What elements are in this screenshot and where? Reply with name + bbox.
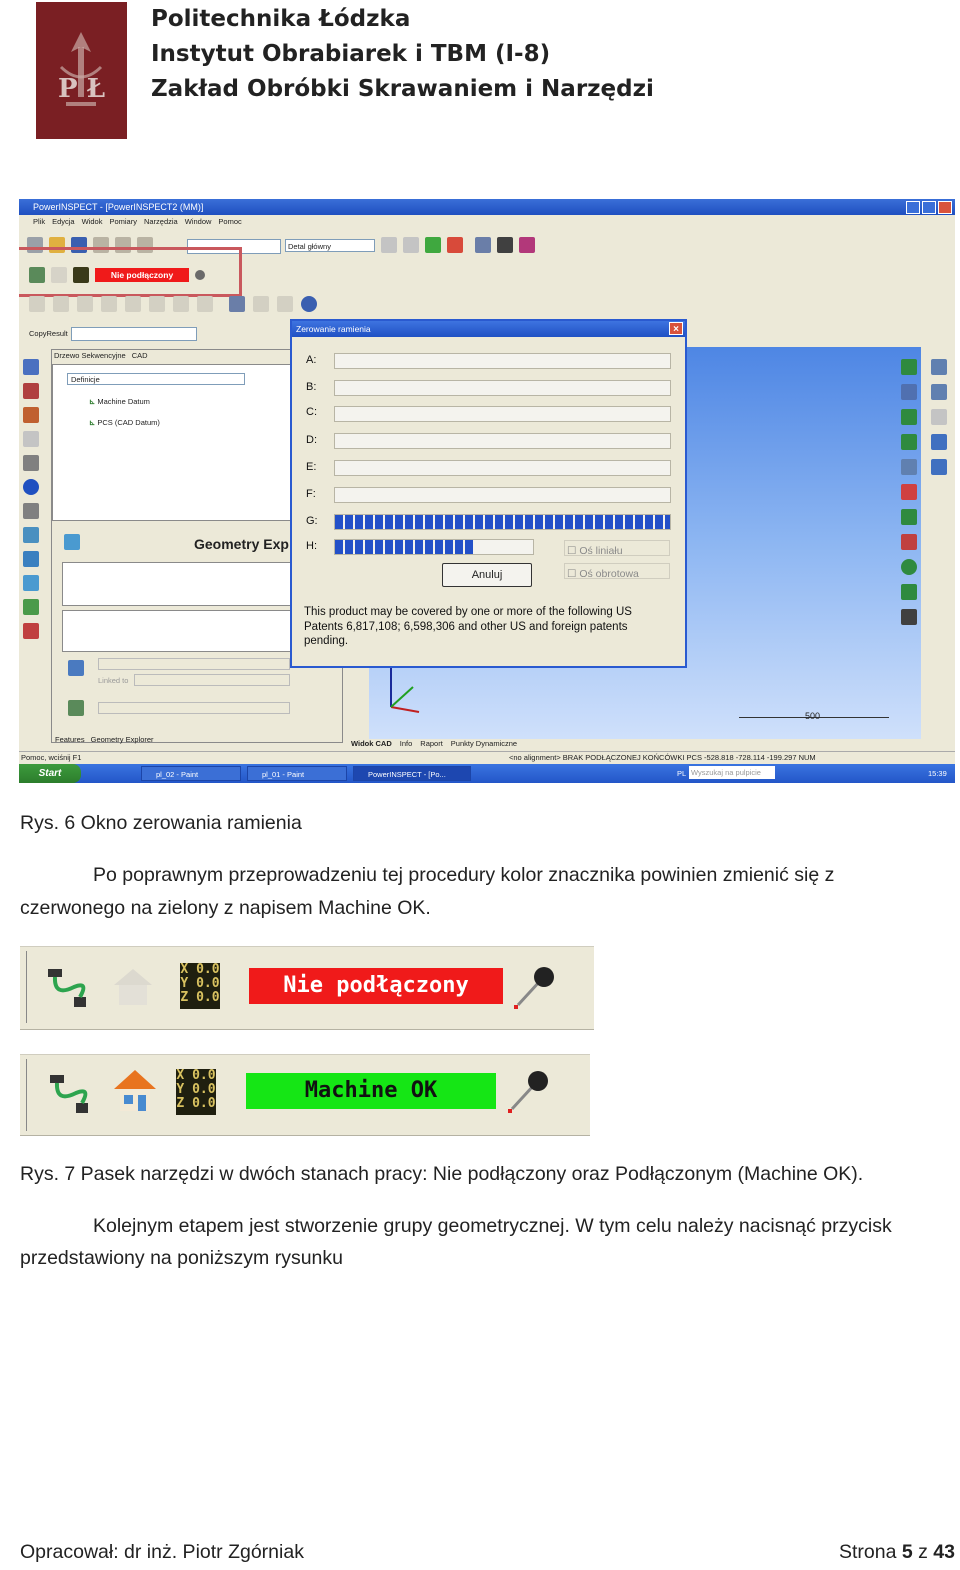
zoom-icon[interactable] [901,384,917,400]
definitions-select[interactable]: Definicje [67,373,245,385]
zeroing-dialog [290,319,687,668]
scale-label: 500 [805,711,821,721]
tab-dynamic-points[interactable]: Punkty Dynamiczne [450,739,518,748]
target-icon[interactable] [301,296,317,312]
field-g-label: G: [306,515,318,527]
probe-cable-icon[interactable] [44,967,96,1009]
connection-status-button[interactable]: Nie podłączony [249,968,503,1004]
faded-tool-icon[interactable] [125,296,141,312]
marker-icon[interactable] [901,534,917,550]
minimize-icon[interactable] [906,201,920,214]
desktop-search-input[interactable]: Wyszukaj na pulpicie [689,766,775,779]
checkbox-ruler-axis[interactable]: ☐ Oś liniału [564,540,670,556]
probe-ball-icon[interactable] [504,1067,554,1117]
taskbar-lang[interactable]: PL [677,769,687,778]
app-titlebar [19,199,955,215]
field-e [334,460,671,476]
field-h-label: H: [306,540,317,552]
paragraph-1-line-1: Po poprawnym przeprowadzeniu tej procedury kolor znacznika powinien zmienić się z [93,864,835,886]
patent-notice: This product may be covered by one or more of the following US Patents 6,817,108; 6,598,306 and other US and foreign patents pending. [304,606,632,647]
axis-icon[interactable] [23,359,39,375]
faded-tool-icon[interactable] [149,296,165,312]
compass-icon[interactable] [901,559,917,575]
view-icon[interactable] [931,384,947,400]
toolbar-disconnected [20,946,594,1030]
progress-g [334,514,671,530]
copy-result-select[interactable] [71,327,197,341]
faded-tool-icon[interactable] [277,296,293,312]
field-c [334,406,671,422]
document-icon[interactable] [23,503,39,519]
red-arrow-icon[interactable] [23,623,39,639]
field-e-label: E: [306,461,317,473]
tab-geometry-explorer[interactable]: Geometry Explorer [90,735,154,744]
detail-select[interactable]: Detal główny [285,239,375,252]
sphere-icon[interactable] [64,534,80,550]
header-university: Politechnika Łódzka [151,6,411,32]
faded-tool-icon[interactable] [29,296,45,312]
university-logo [36,2,127,139]
screen-icon[interactable] [23,551,39,567]
toolbar-connected [20,1054,590,1136]
footer-author: Opracował: dr inż. Piotr Zgórniak [20,1541,304,1563]
probe-red-icon[interactable] [447,237,463,253]
menubar [19,215,955,229]
view-icon[interactable] [931,459,947,475]
maximize-icon[interactable] [922,201,936,214]
probe-cable-icon[interactable] [46,1073,98,1115]
faded-tool-icon[interactable] [931,409,947,425]
linked-to-label: Linked to [98,676,129,685]
taskbar-item-paint-1[interactable]: pl_01 - Paint [247,766,347,781]
field-b-label: B: [306,381,317,393]
sphere-icon[interactable] [23,575,39,591]
info-icon[interactable] [23,479,39,495]
copy-result-label: CopyResult [29,329,68,338]
machine-icon[interactable] [497,237,513,253]
tab-features[interactable]: Features [55,735,85,744]
shape-icon[interactable] [901,484,917,500]
figure-7-caption: Rys. 7 Pasek narzędzi w dwóch stanach pracy: Nie podłączony oraz Podłączonym (Machine OK). [20,1163,864,1185]
field-a [334,353,671,369]
paragraph-2-line-2: przedstawiony na poniższym rysunku [20,1247,343,1269]
book-icon[interactable] [519,237,535,253]
paragraph-2-line-1: Kolejnym etapem jest stworzenie grupy geometrycznej. W tym celu należy nacisnąć przycisk [93,1215,892,1237]
left-toolbar [23,359,39,639]
tab-info[interactable]: Info [399,739,413,748]
menu-file[interactable]: Plik [33,217,46,226]
field-c-label: C: [306,406,317,418]
xyz-zero-icon[interactable]: X 0.0 Y 0.0 Z 0.0 [180,963,220,1009]
gear-icon[interactable] [229,296,245,312]
document-icon[interactable] [23,455,39,471]
field-d-label: D: [306,434,317,446]
linked-to-select[interactable] [134,674,290,686]
left-bottom-tabs [55,735,154,744]
field-a-label: A: [306,354,317,366]
right-toolbar-1 [901,359,917,625]
axis-z-icon[interactable] [901,434,917,450]
faded-select[interactable] [98,702,290,714]
taskbar-clock: 15:39 [928,769,947,778]
highlight-frame [19,247,242,297]
xyz-zero-icon[interactable]: X 0.0 Y 0.0 Z 0.0 [176,1069,216,1115]
paragraph-1-line-2: czerwonego na zielony z napisem Machine OK. [20,897,431,919]
tab-cad[interactable]: CAD [131,351,148,360]
window-controls [906,201,952,214]
faded-tool-icon[interactable] [253,296,269,312]
connection-status-button[interactable]: Nie podłączony [95,268,189,282]
viewport-tabs [351,739,517,748]
faded-tool-icon[interactable] [101,296,117,312]
home-icon[interactable] [110,965,156,1007]
progress-h-fill [335,540,474,554]
tab-cad-view[interactable]: Widok CAD [351,739,392,748]
tab-report[interactable]: Raport [420,739,443,748]
logo-lettering: P Ł [57,74,106,104]
faded-select[interactable] [98,658,290,670]
faded-tool-icon[interactable] [197,296,213,312]
measure-icon[interactable] [23,407,39,423]
probe-icon[interactable] [68,700,84,716]
view-icon[interactable] [931,359,947,375]
tab-sequence-tree[interactable]: Drzewo Sekwencyjne [54,351,126,360]
list-icon[interactable] [901,584,917,600]
gear-icon[interactable] [475,237,491,253]
green-arrow-icon[interactable] [425,237,441,253]
arrow-plus-icon[interactable] [403,237,419,253]
tree-item-machine-datum[interactable]: ⊾ Machine Datum [89,397,150,406]
view-icon[interactable] [931,434,947,450]
field-f [334,487,671,503]
taskbar-item-powerinspect[interactable]: PowerINSPECT - [Po... [353,766,471,781]
menu-measure[interactable]: Pomiary [109,217,137,226]
field-d [334,433,671,449]
field-f-label: F: [306,488,316,500]
download-icon[interactable] [23,383,39,399]
faded-tool-icon[interactable] [53,296,69,312]
powerinspect-screenshot [19,199,955,783]
progress-h [334,539,534,555]
menu-tools[interactable]: Narzędzia [143,217,178,226]
footer-page-number: Strona 5 z 43 [838,1541,955,1563]
cancel-button[interactable]: Anuluj [442,563,532,587]
axis-icon[interactable] [901,409,917,425]
menu-view[interactable]: Widok [81,217,103,226]
grid-icon[interactable] [901,509,917,525]
header-institute: Instytut Obrabiarek i TBM (I-8) [151,41,551,67]
app-statusbar [19,751,955,765]
figure-6-caption: Rys. 6 Okno zerowania ramienia [20,812,302,834]
probe-icon[interactable] [23,527,39,543]
toolbar-row-1b [381,237,535,253]
faded-tool-icon[interactable] [173,296,189,312]
home-icon[interactable] [112,1067,158,1115]
arrow-icon[interactable] [381,237,397,253]
close-icon[interactable] [938,201,952,214]
document-icon[interactable] [901,609,917,625]
axis-triad [379,662,429,717]
status-help: Pomoc, wciśnij F1 [21,753,82,762]
menu-window[interactable]: Window [184,217,212,226]
checkbox-rotary-axis[interactable]: ☐ Oś obrotowa [564,563,670,579]
progress-g-fill [335,515,670,529]
tree-item-pcs[interactable]: ⊾ PCS (CAD Datum) [89,418,160,427]
toolbar-row-3 [29,296,317,312]
menu-edit[interactable]: Edycja [52,217,75,226]
probe-ball-icon[interactable] [510,963,560,1013]
header-department: Zakład Obróbki Skrawaniem i Narzędzi [151,76,654,102]
start-button[interactable]: Start [19,764,81,783]
faded-tool-icon[interactable] [77,296,93,312]
shape-icon[interactable] [68,660,84,676]
field-b [334,380,671,396]
geometry-explorer-title: Geometry Exp [194,536,289,552]
app-title: PowerINSPECT - [PowerINSPECT2 (MM)] [33,202,204,212]
green-tool-icon[interactable] [23,599,39,615]
dialog-titlebar [292,321,685,337]
connection-status-button[interactable]: Machine OK [246,1073,496,1109]
right-toolbar-2 [931,359,947,475]
taskbar-item-paint-2[interactable]: pl_02 - Paint [141,766,241,781]
dialog-title: Zerowanie ramienia [296,324,371,334]
dialog-close-icon[interactable]: × [669,322,683,335]
menu-help[interactable]: Pomoc [218,217,242,226]
fit-icon[interactable] [901,359,917,375]
faded-tool-icon[interactable] [23,431,39,447]
rotate-icon[interactable] [901,459,917,475]
status-coordinates: <no alignment> BRAK PODŁĄCZONEJ KOŃCÓWKI PCS -528.818 -728.114 -199.297 NUM [509,753,816,762]
